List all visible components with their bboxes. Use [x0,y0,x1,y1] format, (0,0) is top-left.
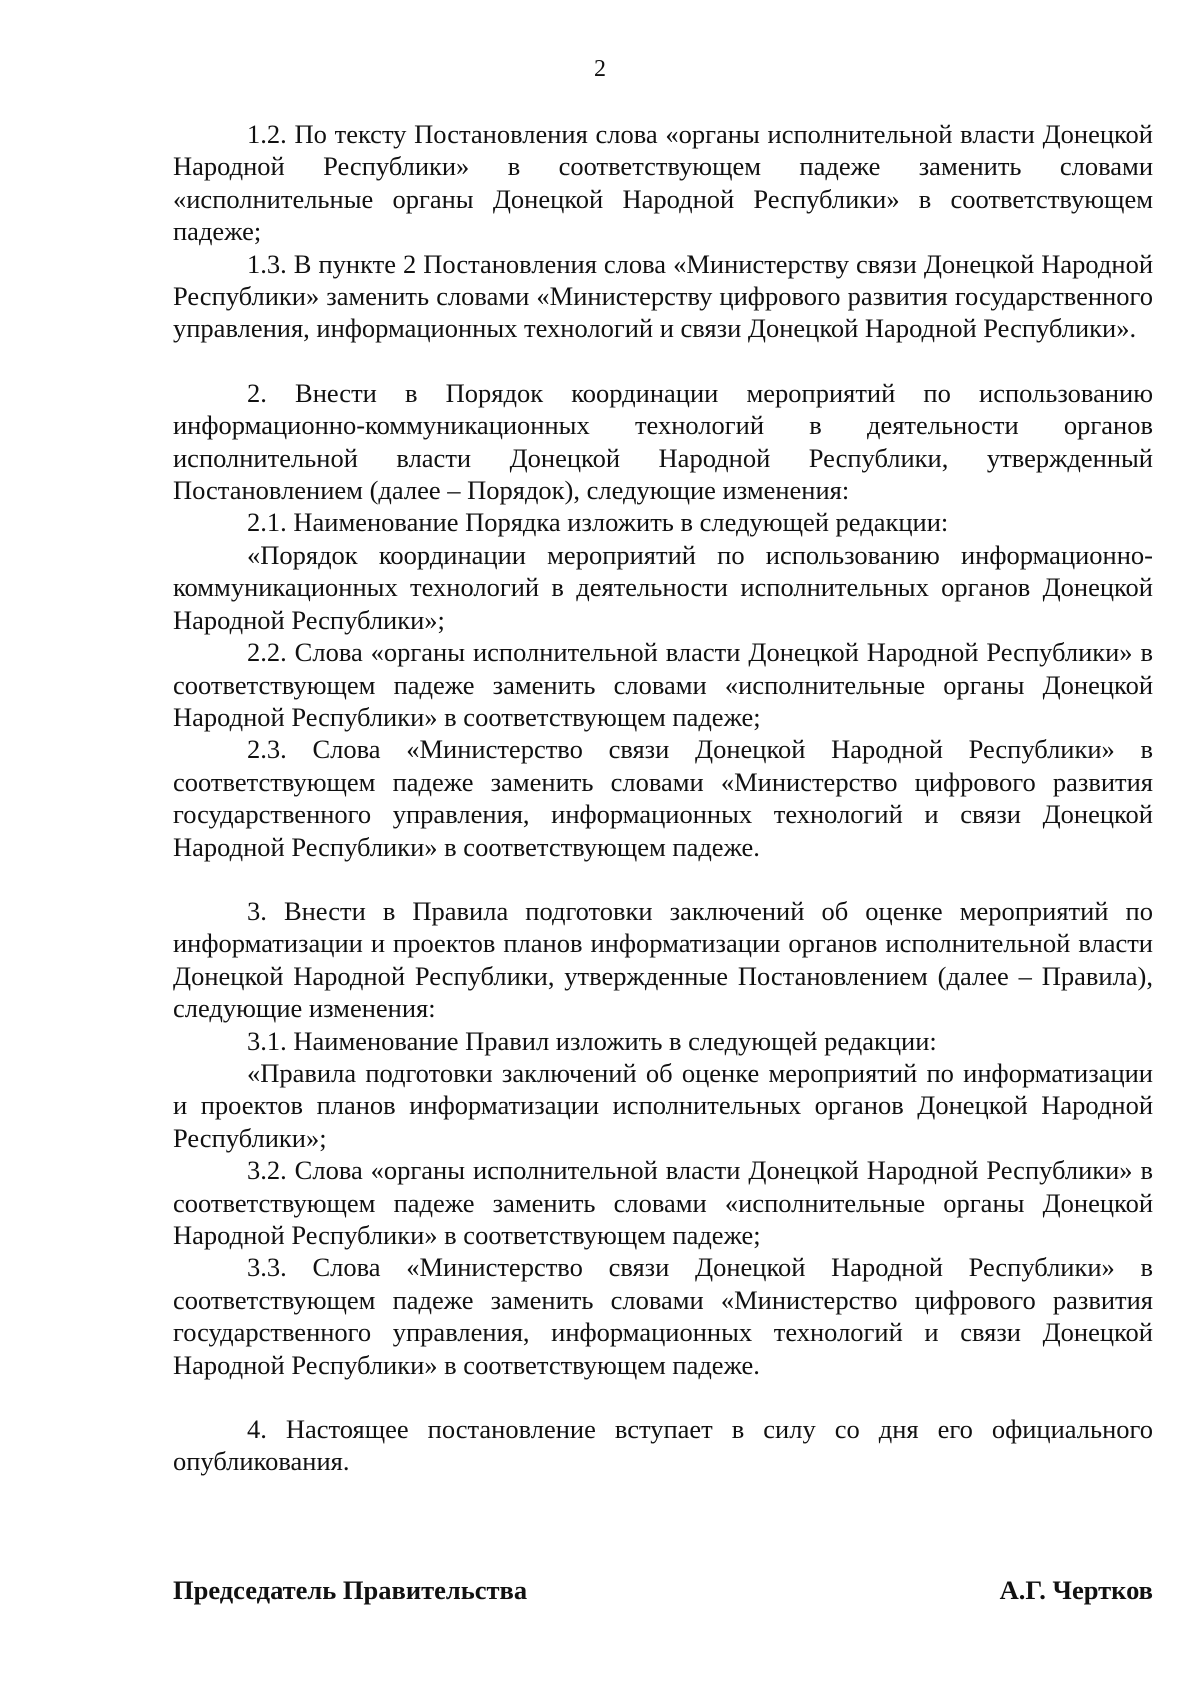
signature-name: А.Г. Чертков [999,1575,1153,1605]
paragraph-2: 2. Внести в Порядок координации мероприятий по использованию информационно-коммуникационных технологий в деятельности органов исполнительной власти Донецкой Народной Республики, утвержденный Постановлением (далее – Порядок), следующие изменения: [173,377,1153,506]
paragraph-2-1: 2.1. Наименование Порядка изложить в следующей редакции: [247,507,949,538]
paragraph-3-1: 3.1. Наименование Правил изложить в следующей редакции: [247,1025,937,1056]
paragraph-3-1-quote: «Правила подготовки заключений об оценке мероприятий по информатизации и проектов планов информатизации исполнительных органов Донецкой Народной Республики»; [173,1057,1153,1153]
paragraph-2-2: 2.2. Слова «органы исполнительной власти Донецкой Народной Республики» в соответствующем падеже заменить словами «исполнительные органы Донецкой Народной Республики» в соответствующем падеже; [173,637,1153,732]
paragraph-3-2: 3.2. Слова «органы исполнительной власти Донецкой Народной Республики» в соответствующем падеже заменить словами «исполнительные органы Донецкой Народной Республики» в соответствующем падеже; [173,1155,1153,1250]
document-body [173,118,1153,1478]
paragraph-3-3: 3.3. Слова «Министерство связи Донецкой Народной Республики» в соответствующем падеже заменить словами «Министерство цифрового развития государственного управления, информационных технологий и связи Донецкой Народной Республики» в соответствующем падеже. [173,1252,1153,1380]
paragraph-2-1-quote: «Порядок координации мероприятий по использованию информационно-коммуникационных технологий в деятельности исполнительных органов Донецкой Народной Республики»; [173,539,1153,635]
paragraph-1-2: 1.2. По тексту Постановления слова «органы исполнительной власти Донецкой Народной Республики» в соответствующем падеже заменить словами «исполнительные органы Донецкой Народной Республики» в соответствующем падеже; [173,119,1153,247]
paragraph-2-3: 2.3. Слова «Министерство связи Донецкой Народной Республики» в соответствующем падеже заменить словами «Министерство цифрового развития государственного управления, информационных технологий и связи Донецкой Народной Республики» в соответствующем падеже. [173,734,1153,862]
paragraph-3: 3. Внести в Правила подготовки заключений об оценке мероприятий по информатизации и проектов планов информатизации органов исполнительной власти Донецкой Народной Республики, утвержденные Постановлением (далее – Правила), следующие изменения: [173,895,1153,1024]
page-number: 2 [594,56,606,82]
paragraph-1-3: 1.3. В пункте 2 Постановления слова «Министерству связи Донецкой Народной Республики» заменить словами «Министерству цифрового развития государственного управления, информационных технологий и связи Донецкой Народной Республики». [173,248,1153,344]
paragraph-4: 4. Настоящее постановление вступает в силу со дня его официального опубликования. [173,1414,1153,1477]
signature-block [173,1574,1153,1606]
signature-position: Председатель Правительства [173,1575,528,1605]
